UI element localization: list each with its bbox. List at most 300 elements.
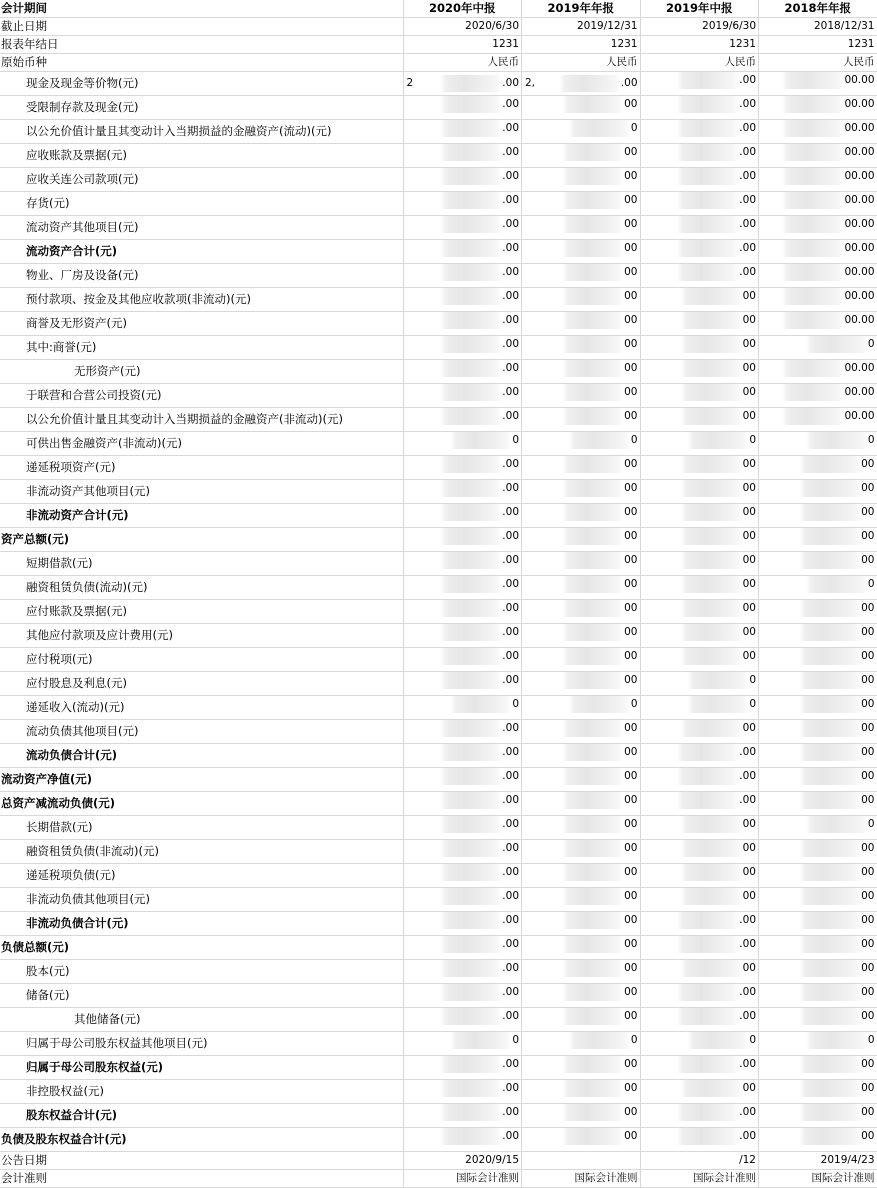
redaction-mask [562, 912, 624, 929]
value-tail: .00 [739, 144, 756, 161]
row-value-redacted [522, 408, 641, 432]
redaction-mask [569, 696, 631, 713]
redaction-mask [782, 240, 844, 257]
row-value-redacted [759, 384, 877, 408]
value-tail: .00 [739, 912, 756, 929]
row-value-redacted [522, 456, 641, 480]
redaction-mask [681, 360, 743, 377]
redaction-mask [440, 408, 502, 425]
value-tail: 00 [624, 720, 637, 737]
row-value-redacted [640, 336, 759, 360]
redaction-mask [799, 528, 861, 545]
row-label: 融资租赁负债(流动)(元) [0, 576, 403, 600]
redaction-mask [799, 1056, 861, 1073]
row-label: 总资产减流动负债(元) [0, 792, 403, 816]
table-row [0, 672, 877, 696]
row-value-redacted [403, 1104, 522, 1128]
row-label: 储备(元) [0, 984, 403, 1008]
redaction-mask [562, 408, 624, 425]
value-tail: 0 [749, 672, 756, 689]
value-tail: 00 [624, 480, 637, 497]
value-tail: .00 [739, 936, 756, 953]
row-value-redacted [640, 600, 759, 624]
table-row [0, 768, 877, 792]
value-tail: 00 [743, 312, 756, 329]
row-label: 非流动资产其他项目(元) [0, 480, 403, 504]
value-tail: 00 [624, 360, 637, 377]
row-value-redacted [640, 744, 759, 768]
meta-row [0, 36, 877, 54]
value-tail: .00 [502, 720, 519, 737]
value-tail: 0 [868, 432, 875, 449]
row-value-redacted [759, 1008, 877, 1032]
row-value-redacted [522, 384, 641, 408]
row-label: 存货(元) [0, 192, 403, 216]
value-tail: 00 [624, 456, 637, 473]
row-value-redacted [759, 168, 877, 192]
table-row [0, 720, 877, 744]
redaction-mask [440, 888, 502, 905]
table-row [0, 816, 877, 840]
value-tail: 00 [743, 360, 756, 377]
row-value-redacted [522, 72, 641, 96]
row-value-redacted [403, 1008, 522, 1032]
row-value-redacted [640, 312, 759, 336]
row-value-redacted [522, 1080, 641, 1104]
row-value-redacted [403, 864, 522, 888]
value-tail: 00 [861, 1008, 874, 1025]
redaction-mask [799, 912, 861, 929]
row-label: 其中:商誉(元) [0, 336, 403, 360]
row-value-redacted [640, 96, 759, 120]
redaction-mask [440, 360, 502, 377]
value-tail: 00 [624, 936, 637, 953]
header-period: 2018年年报 [759, 0, 877, 18]
row-value-redacted [759, 648, 877, 672]
redaction-mask [681, 480, 743, 497]
row-label: 长期借款(元) [0, 816, 403, 840]
row-value-redacted [640, 552, 759, 576]
redaction-mask [677, 264, 739, 281]
table-row [0, 792, 877, 816]
value-tail: 00 [624, 840, 637, 857]
row-label: 其他应付款项及应计费用(元) [0, 624, 403, 648]
value-tail: 00 [624, 576, 637, 593]
row-value-redacted [640, 816, 759, 840]
row-value-redacted [759, 480, 877, 504]
value-tail: .00 [502, 984, 519, 1001]
row-value-redacted [522, 672, 641, 696]
row-value-redacted [403, 1128, 522, 1152]
redaction-mask [681, 504, 743, 521]
row-label: 应收账款及票据(元) [0, 144, 403, 168]
value-tail: 00 [743, 504, 756, 521]
redaction-mask [681, 840, 743, 857]
row-value-redacted [759, 1128, 877, 1152]
row-value-redacted [403, 216, 522, 240]
row-value-redacted [640, 480, 759, 504]
row-value-redacted [522, 432, 641, 456]
value-tail: 00 [624, 888, 637, 905]
table-row [0, 192, 877, 216]
redaction-mask [681, 336, 743, 353]
row-value-redacted [759, 864, 877, 888]
row-value-redacted [759, 432, 877, 456]
redaction-mask [562, 504, 624, 521]
row-label: 归属于母公司股东权益其他项目(元) [0, 1032, 403, 1056]
header-period: 2019年年报 [522, 0, 641, 18]
value-tail: 00.00 [844, 216, 874, 233]
row-value-redacted [759, 1032, 877, 1056]
row-value-redacted [403, 696, 522, 720]
value-tail: 00 [624, 288, 637, 305]
redaction-mask [681, 624, 743, 641]
row-value: 1231 [522, 36, 641, 54]
value-tail: 00 [743, 1080, 756, 1097]
value-tail: .00 [502, 768, 519, 785]
row-value-redacted [759, 192, 877, 216]
value-tail: .00 [502, 75, 519, 92]
value-tail: 00.00 [844, 240, 874, 257]
row-value: 人民币 [640, 54, 759, 72]
value-tail: .00 [739, 240, 756, 257]
value-tail: 00 [743, 528, 756, 545]
table-row [0, 696, 877, 720]
row-value-redacted [640, 288, 759, 312]
redaction-mask [799, 552, 861, 569]
redaction-mask [562, 720, 624, 737]
value-tail: 00 [743, 648, 756, 665]
row-label: 流动负债合计(元) [0, 744, 403, 768]
value-tail: .00 [502, 384, 519, 401]
redaction-mask [562, 1056, 624, 1073]
row-value-redacted [759, 1056, 877, 1080]
value-tail: .00 [502, 144, 519, 161]
row-value-redacted [522, 840, 641, 864]
redaction-mask [681, 864, 743, 881]
row-value: 国际会计准则 [640, 1170, 759, 1188]
redaction-mask [440, 960, 502, 977]
redaction-mask [562, 648, 624, 665]
value-tail: .00 [502, 288, 519, 305]
row-value-redacted [522, 1008, 641, 1032]
row-value-redacted [522, 768, 641, 792]
table-row [0, 912, 877, 936]
redaction-mask [562, 1080, 624, 1097]
redaction-mask [681, 816, 743, 833]
redaction-mask [440, 816, 502, 833]
redaction-mask [440, 624, 502, 641]
value-tail: 00 [624, 984, 637, 1001]
value-tail: .00 [739, 744, 756, 761]
footer-row [0, 1152, 877, 1170]
row-value: 2019/6/30 [640, 18, 759, 36]
table-row [0, 312, 877, 336]
redaction-mask [677, 912, 739, 929]
row-value-redacted [759, 72, 877, 96]
row-label: 递延税项负债(元) [0, 864, 403, 888]
value-tail: 00 [624, 144, 637, 161]
row-value-redacted [522, 600, 641, 624]
redaction-mask [562, 768, 624, 785]
row-value-redacted [759, 984, 877, 1008]
row-label: 以公允价值计量且其变动计入当期损益的金融资产(非流动)(元) [0, 408, 403, 432]
redaction-mask [782, 264, 844, 281]
value-tail: 00 [624, 912, 637, 929]
value-tail: 0 [868, 816, 875, 833]
redaction-mask [677, 96, 739, 113]
table-row [0, 1104, 877, 1128]
value-tail: .00 [502, 744, 519, 761]
row-value-redacted [759, 744, 877, 768]
table-row [0, 528, 877, 552]
row-label: 非流动资产合计(元) [0, 504, 403, 528]
redaction-mask [440, 792, 502, 809]
row-value-redacted [759, 408, 877, 432]
redaction-mask [562, 264, 624, 281]
row-value-redacted [522, 552, 641, 576]
row-value-redacted [403, 552, 522, 576]
value-tail: 0 [512, 432, 519, 449]
value-tail: 0 [749, 696, 756, 713]
row-value-redacted [403, 312, 522, 336]
row-value-redacted [759, 624, 877, 648]
value-tail: 00 [624, 768, 637, 785]
row-value-redacted [640, 264, 759, 288]
value-tail: 00 [861, 720, 874, 737]
table-row [0, 72, 877, 96]
value-tail: .00 [502, 912, 519, 929]
row-value-redacted [640, 840, 759, 864]
row-value-redacted [640, 192, 759, 216]
row-value-redacted [640, 120, 759, 144]
redaction-mask [782, 312, 844, 329]
row-value: 1231 [403, 36, 522, 54]
redaction-mask [440, 336, 502, 353]
row-value-redacted [640, 1128, 759, 1152]
row-value-redacted [640, 1008, 759, 1032]
row-value-redacted [640, 1032, 759, 1056]
redaction-mask [687, 432, 749, 449]
redaction-mask [559, 75, 621, 92]
row-value-redacted [759, 960, 877, 984]
value-tail: 00 [624, 1008, 637, 1025]
redaction-mask [799, 648, 861, 665]
row-value-redacted [403, 888, 522, 912]
value-tail: 00 [624, 336, 637, 353]
redaction-mask [782, 192, 844, 209]
table-row [0, 984, 877, 1008]
redaction-mask [677, 240, 739, 257]
row-value-redacted [403, 264, 522, 288]
row-value-redacted [522, 240, 641, 264]
value-tail: 00 [743, 840, 756, 857]
row-value-redacted [403, 456, 522, 480]
value-tail: 00 [624, 960, 637, 977]
redaction-mask [677, 144, 739, 161]
row-label: 物业、厂房及设备(元) [0, 264, 403, 288]
value-tail: 00 [743, 816, 756, 833]
row-value-redacted [640, 696, 759, 720]
row-value: 2018/12/31 [759, 18, 877, 36]
value-tail: 00 [861, 600, 874, 617]
row-value-redacted [522, 288, 641, 312]
redaction-mask [806, 1032, 868, 1049]
redaction-mask [440, 264, 502, 281]
value-tail: 00 [624, 96, 637, 113]
row-value-redacted [759, 696, 877, 720]
row-value-redacted [759, 216, 877, 240]
value-tail: 00 [624, 864, 637, 881]
redaction-mask [440, 240, 502, 257]
row-value-redacted [403, 432, 522, 456]
row-value [522, 1152, 641, 1170]
redaction-mask [562, 168, 624, 185]
value-tail: 00 [861, 672, 874, 689]
row-label: 应收关连公司款项(元) [0, 168, 403, 192]
row-label: 可供出售金融资产(非流动)(元) [0, 432, 403, 456]
redaction-mask [440, 648, 502, 665]
row-value: 1231 [640, 36, 759, 54]
row-value-redacted [403, 336, 522, 360]
table-row [0, 1080, 877, 1104]
redaction-mask [681, 576, 743, 593]
redaction-mask [782, 216, 844, 233]
row-value: 人民币 [759, 54, 877, 72]
redaction-mask [799, 720, 861, 737]
redaction-mask [440, 936, 502, 953]
redaction-mask [799, 984, 861, 1001]
value-tail: 0 [868, 336, 875, 353]
value-tail: 0 [868, 1032, 875, 1049]
value-tail: .00 [502, 1128, 519, 1145]
row-value: 2019/12/31 [522, 18, 641, 36]
value-tail: 00 [861, 1056, 874, 1073]
row-label: 公告日期 [0, 1152, 403, 1170]
row-label: 递延收入(流动)(元) [0, 696, 403, 720]
redaction-mask [799, 960, 861, 977]
row-value-redacted [403, 480, 522, 504]
value-tail: 00 [624, 168, 637, 185]
table-row [0, 648, 877, 672]
row-value-redacted [759, 1080, 877, 1104]
redaction-mask [440, 168, 502, 185]
value-tail: 0 [631, 1032, 638, 1049]
row-value-redacted [522, 504, 641, 528]
table-row [0, 288, 877, 312]
redaction-mask [677, 1128, 739, 1145]
row-value-redacted [759, 264, 877, 288]
row-value-redacted [640, 144, 759, 168]
value-tail: 00 [743, 888, 756, 905]
row-label: 流动资产合计(元) [0, 240, 403, 264]
row-value-redacted [640, 1080, 759, 1104]
value-tail: 00 [861, 960, 874, 977]
redaction-mask [440, 720, 502, 737]
redaction-mask [782, 144, 844, 161]
row-value-redacted [759, 768, 877, 792]
row-value-redacted [759, 792, 877, 816]
row-value-redacted [403, 288, 522, 312]
row-value-redacted [522, 312, 641, 336]
value-tail: 00.00 [844, 192, 874, 209]
row-value-redacted [522, 960, 641, 984]
row-label: 归属于母公司股东权益(元) [0, 1056, 403, 1080]
redaction-mask [440, 480, 502, 497]
redaction-mask [562, 624, 624, 641]
row-value-redacted [640, 720, 759, 744]
row-value-redacted [640, 168, 759, 192]
row-value-redacted [759, 312, 877, 336]
redaction-mask [782, 120, 844, 137]
row-value-redacted [403, 816, 522, 840]
redaction-mask [681, 312, 743, 329]
value-tail: 00.00 [844, 144, 874, 161]
redaction-mask [681, 1080, 743, 1097]
redaction-mask [440, 864, 502, 881]
row-value-redacted [403, 936, 522, 960]
redaction-mask [799, 888, 861, 905]
value-tail: 00 [624, 1104, 637, 1121]
value-tail: .00 [502, 840, 519, 857]
value-tail: 00 [861, 744, 874, 761]
redaction-mask [440, 384, 502, 401]
redaction-mask [562, 360, 624, 377]
row-value-redacted [522, 216, 641, 240]
row-label: 短期借款(元) [0, 552, 403, 576]
table-row [0, 504, 877, 528]
value-tail: 00 [624, 1080, 637, 1097]
row-value-redacted [403, 1032, 522, 1056]
row-value-redacted [640, 72, 759, 96]
row-value-redacted [640, 384, 759, 408]
row-label: 现金及现金等价物(元) [0, 72, 403, 96]
row-value-redacted [522, 1104, 641, 1128]
row-value-redacted [403, 768, 522, 792]
redaction-mask [562, 480, 624, 497]
row-value-redacted [640, 528, 759, 552]
row-value-redacted [403, 744, 522, 768]
redaction-mask [681, 648, 743, 665]
row-label: 资产总额(元) [0, 528, 403, 552]
row-label: 非流动负债其他项目(元) [0, 888, 403, 912]
row-value-redacted [640, 936, 759, 960]
redaction-mask [562, 528, 624, 545]
row-label: 融资租赁负债(非流动)(元) [0, 840, 403, 864]
row-value-redacted [759, 576, 877, 600]
value-tail: .00 [502, 456, 519, 473]
value-tail: 00 [743, 408, 756, 425]
row-value: 国际会计准则 [759, 1170, 877, 1188]
redaction-mask [806, 432, 868, 449]
redaction-mask [677, 984, 739, 1001]
row-value: 2020/9/15 [403, 1152, 522, 1170]
redaction-mask [681, 600, 743, 617]
value-tail: 00 [743, 960, 756, 977]
row-value-redacted [403, 672, 522, 696]
value-tail: .00 [502, 648, 519, 665]
redaction-mask [687, 672, 749, 689]
value-tail: .00 [502, 96, 519, 113]
redaction-mask [562, 744, 624, 761]
redaction-mask [681, 384, 743, 401]
redaction-mask [440, 984, 502, 1001]
value-tail: .00 [739, 216, 756, 233]
value-tail: 00.00 [844, 96, 874, 113]
redaction-mask [440, 672, 502, 689]
row-value-redacted [522, 528, 641, 552]
row-value-redacted [522, 984, 641, 1008]
